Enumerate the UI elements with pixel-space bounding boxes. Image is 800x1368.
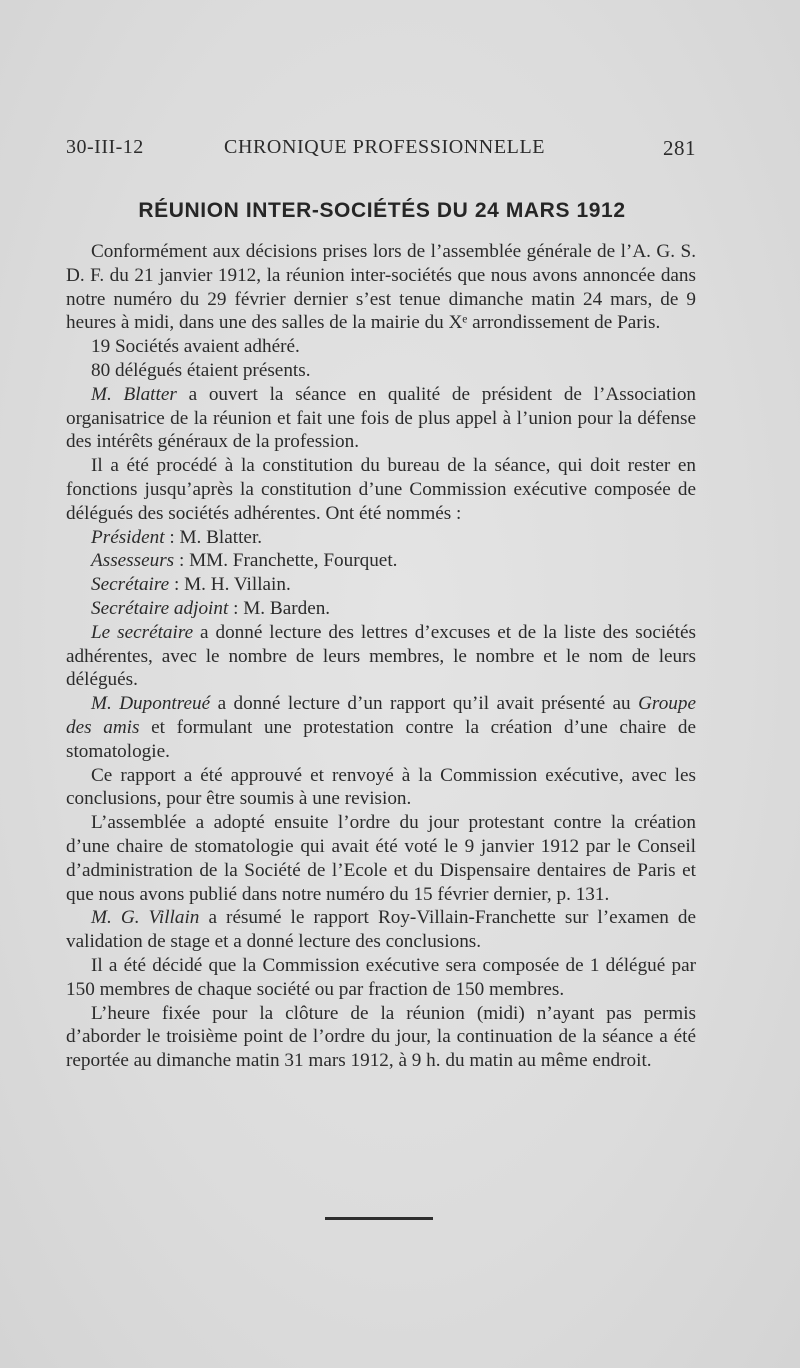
speaker-name: M. Blatter xyxy=(91,383,177,405)
article-title: RÉUNION INTER-SOCIÉTÉS DU 24 MARS 1912 xyxy=(138,199,626,222)
section-title: CHRONIQUE PROFESSIONNELLE xyxy=(224,136,546,158)
bureau-president: Président : M. Blatter. xyxy=(91,526,263,548)
bureau-secretaire-adjoint: Secrétaire adjoint : M. Barden. xyxy=(91,597,331,619)
paragraph-order-of-day: L’assemblée a adopté ensuite l’ordre du jour protestant contre la création d’une chaire de stomatologie qui avait été voté le 9 janvier 1912 par le Conseil d’administration de la Société de l’Ecole et du Dispensaire dentaires de Paris et que nous avons publié dans notre numéro du 15 février dernier, p. 131. xyxy=(66,812,696,905)
issue-date: 30-III-12 xyxy=(66,136,144,158)
paragraph-delegates: 80 délégués étaient présents. xyxy=(91,359,311,381)
running-header xyxy=(66,136,696,166)
paragraph-bureau: Il a été procédé à la constitution du bureau de la séance, qui doit rester en fonctions jusqu’après la constitution d’une Commission exécutive composée de délégués des sociétés adhérentes. Ont été nommés : xyxy=(66,455,696,524)
paragraph-villain: M. G. Villain a résumé le rapport Roy-Villain-Franchette sur l’examen de validation de stage et a donné lecture des conclusions. xyxy=(66,907,696,953)
bureau-assesseurs: Assesseurs : MM. Franchette, Fourquet. xyxy=(91,550,398,572)
paragraph-closing: L’heure fixée pour la clôture de la réunion (midi) n’ayant pas permis d’aborder le troisième point de l’ordre du jour, la continuation de la séance a été reportée au dimanche matin 31 mars 1912, à 9 h. du matin au même endroit. xyxy=(66,1002,696,1072)
paragraph-intro: Conformément aux décisions prises lors de l’assemblée générale de l’A. G. S. D. F. du 21 janvier 1912, la réunion inter-sociétés que nous avons annoncée dans notre numéro du 29 février dernier s’est tenue dimanche matin 24 mars, de 9 heures à midi, dans une des salles de la mairie du Xᵉ arrondissement de Paris. xyxy=(66,241,696,334)
bureau-secretaire: Secrétaire : M. H. Villain. xyxy=(91,574,291,596)
article-body xyxy=(66,240,696,1073)
paragraph-report: M. Dupontreué a donné lecture d’un rapport qu’il avait présenté au Groupe des amis et formulant une protestation contre la création d’une chaire de stomatologie. xyxy=(66,693,696,762)
paragraph-societies: 19 Sociétés avaient adhéré. xyxy=(91,336,300,358)
paragraph-approval: Ce rapport a été approuvé et renvoyé à la Commission exécutive, avec les conclusions, pour être soumis à une revision. xyxy=(66,764,696,810)
paragraph-opening: M. Blatter a ouvert la séance en qualité de président de l’Association organisatrice de la réunion et fait une fois de plus appel à l’union pour la défense des intérêts généraux de la profession. xyxy=(66,383,697,453)
paragraph-commission: Il a été décidé que la Commission exécutive sera composée de 1 délégué par 150 membres de chaque société ou par fraction de 150 membres. xyxy=(66,954,696,1000)
page-number: 281 xyxy=(663,136,696,160)
paragraph-secretary-reading: Le secrétaire a donné lecture des lettres d’excuses et de la liste des sociétés adhérentes, avec le nombre de leurs membres, le nombre et le nom de leurs délégués. xyxy=(66,621,696,691)
end-rule xyxy=(325,1217,433,1220)
